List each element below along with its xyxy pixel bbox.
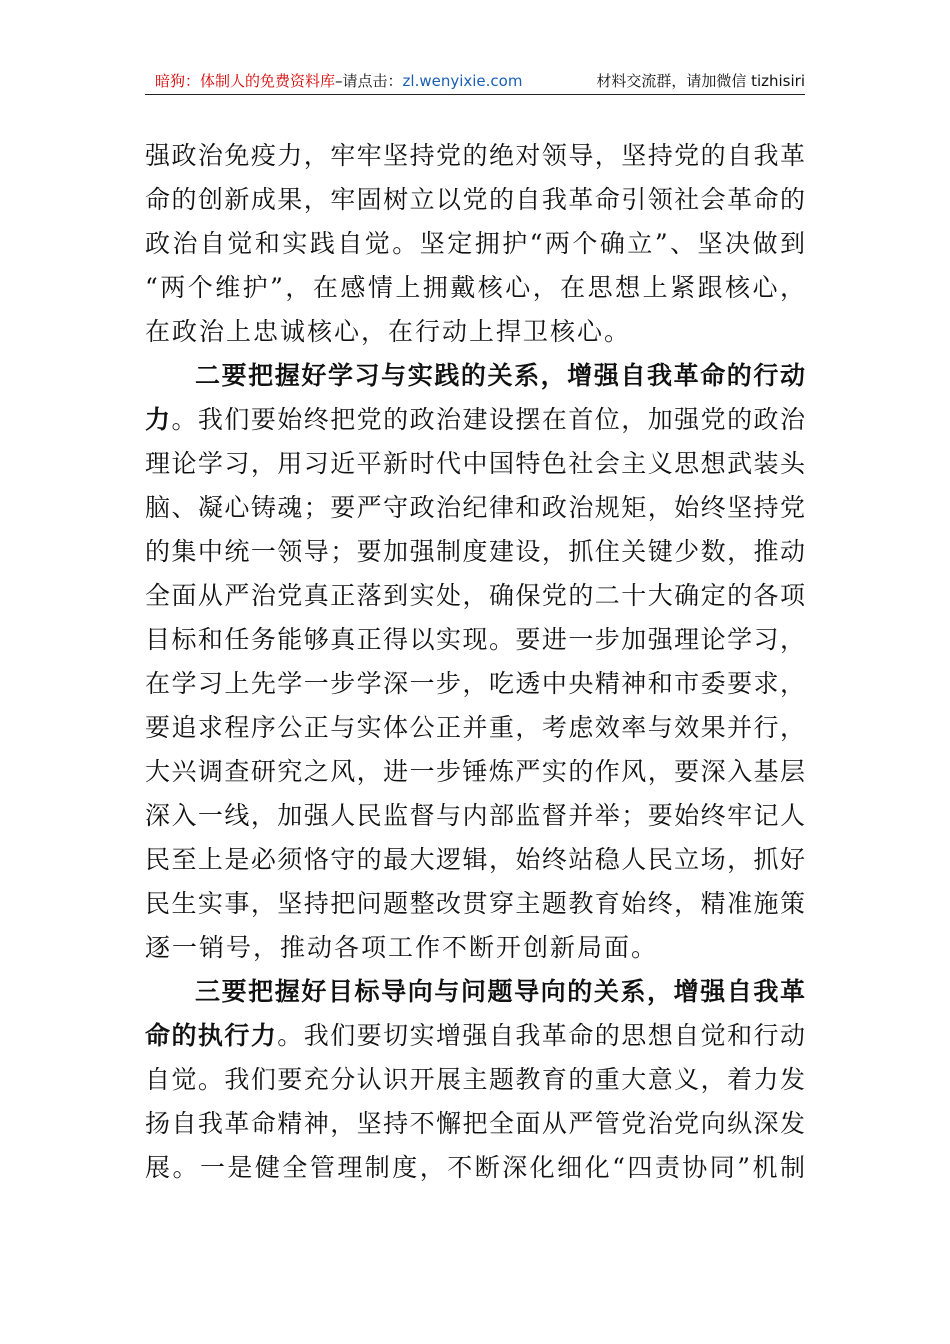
text-line: 目标和任务能够真正得以实现。要进一步加强理论学习， — [145, 625, 805, 654]
text-line: 民生实事，坚持把问题整改贯穿主题教育始终，精准施策 — [145, 889, 805, 918]
text-line — [145, 398, 805, 442]
text-line: 逐一销号，推动各项工作不断开创新局面。 — [145, 933, 659, 962]
text-line: “两个维护”，在感情上拥戴核心，在思想上紧跟核心， — [145, 273, 805, 302]
page-header — [145, 68, 805, 95]
section-heading-text: 二要把握好学习与实践的关系，增强自我革命的行动 — [195, 361, 805, 390]
text-line: 全面从严治党真正落到实处，确保党的二十大确定的各项 — [145, 581, 805, 610]
section-heading-line — [145, 354, 805, 398]
text-line: 自觉。我们要充分认识开展主题教育的重大意义，着力发 — [145, 1065, 805, 1094]
text-line: 理论学习，用习近平新时代中国特色社会主义思想武装头 — [145, 449, 805, 478]
text-line: 政治自觉和实践自觉。坚定拥护“两个确立”、坚决做到 — [145, 229, 805, 258]
text-line: 扬自我革命精神，坚持不懈把全面从严管党治党向纵深发 — [145, 1109, 805, 1138]
text-line: 脑、凝心铸魂；要严守政治纪律和政治规矩，始终坚持党 — [145, 493, 805, 522]
section-heading-line — [145, 970, 805, 1014]
header-click-prompt: –请点击： — [335, 72, 403, 90]
text-line: 命的创新成果，牢固树立以党的自我革命引领社会革命的 — [145, 185, 805, 214]
section-heading-text: 力 — [145, 405, 172, 434]
text-line: 深入一线，加强人民监督与内部监督并举；要始终牢记人 — [145, 801, 805, 830]
text-run: 。我们要切实增强自我革命的思想自觉和行动 — [277, 1021, 805, 1050]
header-site-name: 暗狗：体制人的免费资料库 — [155, 72, 336, 90]
document-body — [145, 134, 805, 1190]
text-line: 展。一是健全管理制度，不断深化细化“四责协同”机制 — [145, 1153, 805, 1182]
text-line: 在学习上先学一步学深一步，吃透中央精神和市委要求， — [145, 669, 805, 698]
text-line: 要追求程序公正与实体公正并重，考虑效率与效果并行， — [145, 713, 805, 742]
text-line: 大兴调查研究之风，进一步锤炼严实的作风，要深入基层 — [145, 757, 805, 786]
text-line: 强政治免疫力，牢牢坚持党的绝对领导，坚持党的自我革 — [145, 141, 805, 170]
section-heading-text: 三要把握好目标导向与问题导向的关系，增强自我革 — [195, 977, 805, 1006]
text-line: 的集中统一领导；要加强制度建设，抓住关键少数，推动 — [145, 537, 805, 566]
text-line — [145, 1014, 805, 1058]
text-line: 在政治上忠诚核心，在行动上捍卫核心。 — [145, 317, 632, 346]
header-group-note: 材料交流群，请加微信 tizhisiri — [596, 72, 805, 90]
text-line: 民至上是必须恪守的最大逻辑，始终站稳人民立场，抓好 — [145, 845, 805, 874]
header-url-link[interactable]: zl.wenyixie.com — [402, 72, 523, 90]
header-left-group — [155, 68, 522, 94]
text-run: 。我们要始终把党的政治建设摆在首位，加强党的政治 — [171, 405, 805, 434]
section-heading-text: 命的执行力 — [145, 1021, 278, 1050]
